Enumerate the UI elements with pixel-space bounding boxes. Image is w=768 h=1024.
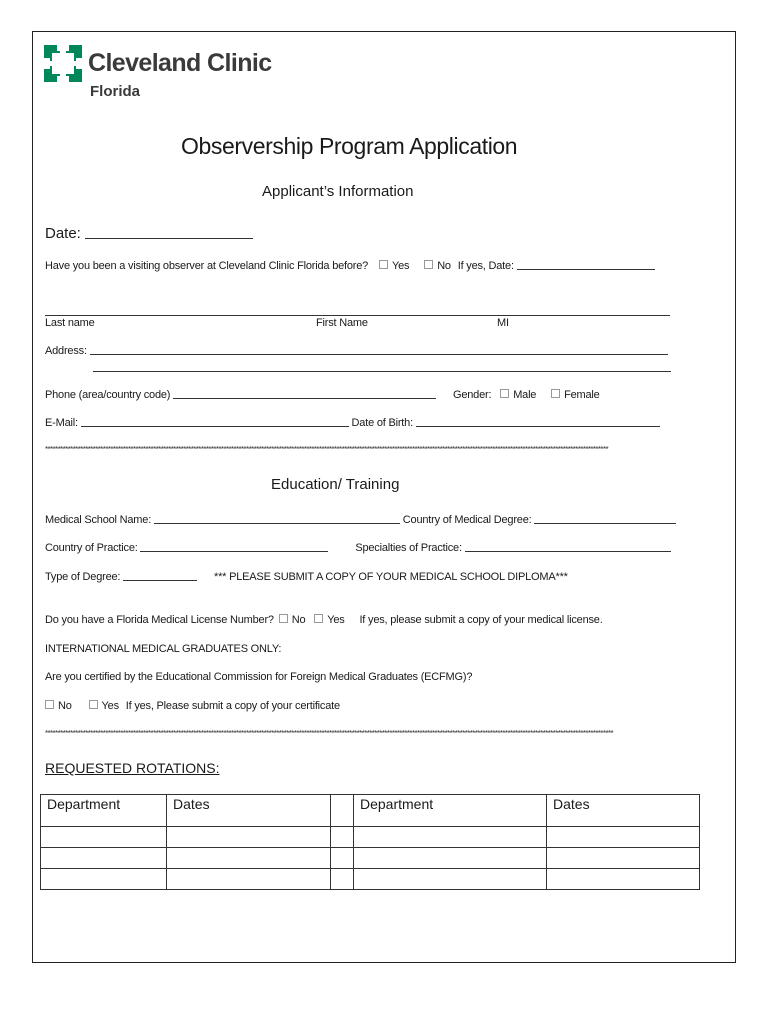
table-cell[interactable] (354, 848, 547, 869)
visiting-question: Have you been a visiting observer at Cleveland Clinic Florida before? (45, 260, 369, 272)
country-practice-row (45, 542, 671, 554)
table-header-department-2: Department (354, 795, 547, 827)
ecfmg-no-checkbox[interactable] (45, 700, 54, 709)
last-name-label: Last name (45, 317, 95, 329)
male-label: Male (513, 389, 537, 401)
country-practice-label: Country of Practice: (45, 542, 138, 554)
ecfmg-answer-row (43, 700, 340, 712)
application-form-page (32, 31, 736, 963)
table-header-dates: Dates (167, 795, 331, 827)
address-label: Address: (45, 345, 87, 357)
mi-label: MI (497, 317, 509, 329)
table-header-department: Department (41, 795, 167, 827)
license-yes-checkbox[interactable] (314, 614, 323, 623)
ecfmg-note: If yes, Please submit a copy of your certificate (125, 700, 340, 712)
table-row (41, 827, 700, 848)
med-school-row (45, 514, 676, 526)
table-cell[interactable] (41, 869, 167, 890)
table-cell[interactable] (167, 869, 331, 890)
license-no-checkbox[interactable] (279, 614, 288, 623)
table-cell[interactable] (547, 848, 700, 869)
visiting-yes-checkbox[interactable] (379, 260, 388, 269)
table-row (41, 848, 700, 869)
table-row (41, 869, 700, 890)
female-label: Female (564, 389, 600, 401)
table-cell[interactable] (547, 827, 700, 848)
table-cell[interactable] (41, 848, 167, 869)
male-checkbox[interactable] (500, 389, 509, 398)
page-title: Observership Program Application (181, 133, 518, 159)
table-cell[interactable] (41, 827, 167, 848)
cleveland-clinic-cross-icon (44, 45, 82, 82)
address-field-line-2[interactable] (93, 371, 671, 372)
applicant-section-heading: Applicant’s Information (262, 183, 414, 200)
table-header-spacer (331, 795, 354, 827)
degree-row (45, 571, 568, 583)
table-cell[interactable] (354, 827, 547, 848)
email-label: E-Mail: (45, 417, 78, 429)
address-field[interactable] (90, 354, 668, 355)
visiting-row (45, 260, 655, 272)
rotations-title: REQUESTED ROTATIONS: (45, 760, 220, 776)
dob-label: Date of Birth: (351, 417, 413, 429)
license-no-label: No (291, 614, 306, 626)
table-cell[interactable] (167, 827, 331, 848)
license-row (45, 614, 603, 626)
country-degree-field[interactable] (534, 523, 676, 524)
license-yes-label: Yes (327, 614, 345, 626)
logo-wordmark: Cleveland Clinic (88, 49, 272, 77)
license-question: Do you have a Florida Medical License Number? (45, 614, 274, 626)
phone-label: Phone (area/country code) (45, 389, 171, 401)
email-field[interactable] (81, 426, 349, 427)
name-field[interactable] (45, 315, 670, 316)
license-note: If yes, please submit a copy of your medical license. (359, 614, 603, 626)
visiting-no-label: No (437, 260, 451, 272)
med-school-field[interactable] (154, 523, 400, 524)
diploma-note: *** PLEASE SUBMIT A COPY OF YOUR MEDICAL SCHOOL DIPLOMA*** (214, 571, 568, 583)
separator-stars: ******************************************************************************************************************************************************************************************************************************** (45, 445, 608, 454)
country-practice-field[interactable] (140, 551, 328, 552)
table-header-dates-2: Dates (547, 795, 700, 827)
gender-label: Gender: (452, 389, 492, 401)
specialties-field[interactable] (465, 551, 671, 552)
rotations-table (40, 794, 700, 890)
table-cell[interactable] (354, 869, 547, 890)
table-cell (331, 848, 354, 869)
separator-stars-2: ********************************************************************************************************************************************************************************************************************************** (45, 729, 614, 738)
visiting-yes-label: Yes (391, 260, 410, 272)
ecfmg-question: Are you certified by the Educational Commission for Foreign Medical Graduates (ECFMG)? (45, 671, 473, 683)
table-header-row (41, 795, 700, 827)
education-section-heading: Education/ Training (271, 476, 400, 493)
dob-field[interactable] (416, 426, 660, 427)
ecfmg-no-label: No (58, 700, 72, 712)
date-label: Date: (45, 225, 81, 242)
visiting-date-label: If yes, Date: (457, 260, 514, 272)
visiting-no-checkbox[interactable] (424, 260, 433, 269)
table-cell[interactable] (547, 869, 700, 890)
country-degree-label: Country of Medical Degree: (402, 514, 532, 526)
logo-subtitle: Florida (90, 83, 141, 100)
ecfmg-yes-label: Yes (101, 700, 119, 712)
table-cell (331, 827, 354, 848)
table-cell (331, 869, 354, 890)
date-field[interactable] (85, 238, 253, 239)
female-checkbox[interactable] (551, 389, 560, 398)
address-row (45, 345, 668, 357)
phone-field[interactable] (173, 398, 436, 399)
email-row (45, 417, 660, 429)
degree-type-field[interactable] (123, 580, 197, 581)
img-only-label: INTERNATIONAL MEDICAL GRADUATES ONLY: (45, 643, 282, 655)
specialties-label: Specialties of Practice: (355, 542, 462, 554)
date-row (45, 225, 253, 242)
med-school-label: Medical School Name: (45, 514, 152, 526)
ecfmg-yes-checkbox[interactable] (89, 700, 98, 709)
visiting-date-field[interactable] (517, 269, 655, 270)
table-cell[interactable] (167, 848, 331, 869)
phone-row (45, 389, 600, 401)
degree-type-label: Type of Degree: (45, 571, 121, 583)
first-name-label: First Name (316, 317, 368, 329)
